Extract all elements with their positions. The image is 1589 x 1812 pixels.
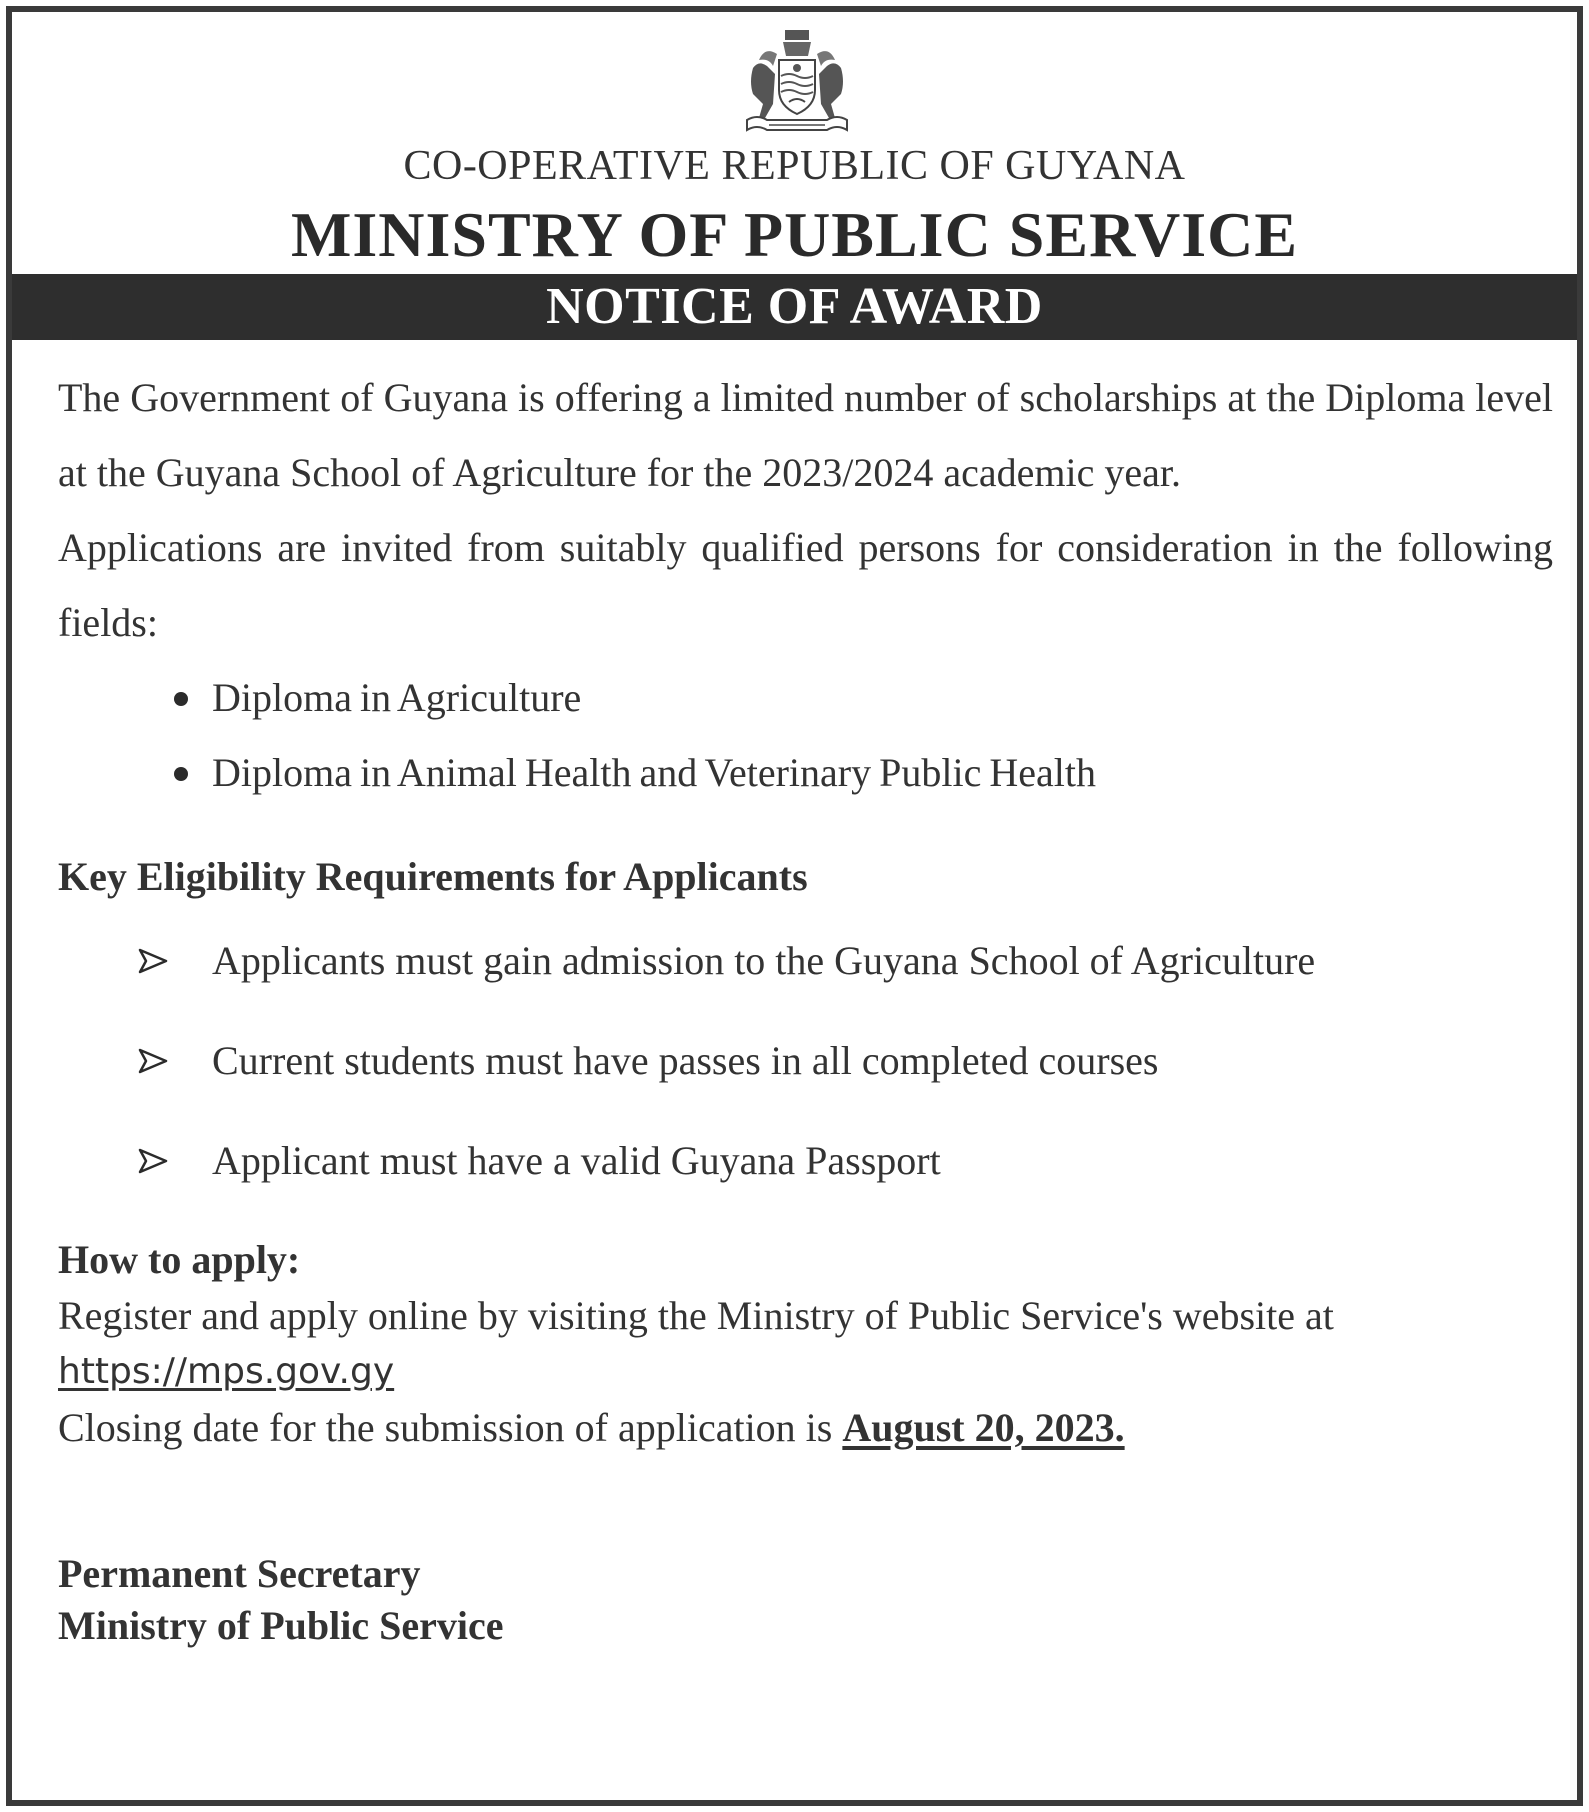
coat-of-arms-icon xyxy=(739,28,855,140)
list-item xyxy=(160,660,1553,735)
list-item xyxy=(138,1136,1553,1186)
requirement-text: Applicant must have a valid Guyana Passport xyxy=(212,1138,941,1183)
invitation-paragraph: Applications are invited from suitably qualified persons for consideration in the following fields: xyxy=(58,525,1553,645)
bullet-icon xyxy=(174,692,188,706)
arrow-bullet-icon xyxy=(138,1048,168,1074)
apply-instructions: Register and apply online by visiting the Ministry of Public Service's website at xyxy=(58,1293,1334,1338)
requirements-heading: Key Eligibility Requirements for Applicants xyxy=(58,854,808,899)
bullet-icon xyxy=(174,767,188,781)
notice-banner xyxy=(12,274,1577,340)
ministry-name: MINISTRY OF PUBLIC SERVICE xyxy=(290,199,1299,270)
closing-date: August 20, 2023. xyxy=(842,1405,1125,1450)
field-label: Diploma in Agriculture xyxy=(212,675,582,720)
notice-frame xyxy=(6,6,1583,1806)
arrow-bullet-icon xyxy=(138,1148,168,1174)
notice-header xyxy=(12,12,1577,274)
notice-body xyxy=(58,360,1553,1652)
list-item xyxy=(138,936,1553,986)
intro-paragraph: The Government of Guyana is offering a limited number of scholarships at the Diploma level at the Guyana School of Agriculture for the 2023/2024 academic year. xyxy=(58,375,1553,495)
signatory-org: Ministry of Public Service xyxy=(58,1603,504,1648)
requirement-text: Current students must have passes in all completed courses xyxy=(212,1038,1159,1083)
requirements-list xyxy=(58,936,1553,1186)
notice-title: NOTICE OF AWARD xyxy=(546,278,1043,335)
signature-block xyxy=(58,1548,1553,1652)
closing-line xyxy=(58,1400,1553,1456)
arrow-bullet-icon xyxy=(138,948,168,974)
signatory-title: Permanent Secretary xyxy=(58,1551,421,1596)
list-item xyxy=(138,1036,1553,1086)
apply-heading: How to apply: xyxy=(58,1237,301,1282)
website-link[interactable]: https://mps.gov.gy xyxy=(58,1351,395,1392)
closing-text: Closing date for the submission of application is xyxy=(58,1405,833,1450)
fields-list xyxy=(58,660,1553,810)
field-label: Diploma in Animal Health and Veterinary Public Health xyxy=(212,750,1096,795)
requirement-text: Applicants must gain admission to the Guyana School of Agriculture xyxy=(212,938,1316,983)
country-name: CO-OPERATIVE REPUBLIC OF GUYANA xyxy=(403,143,1186,189)
list-item xyxy=(160,735,1553,810)
